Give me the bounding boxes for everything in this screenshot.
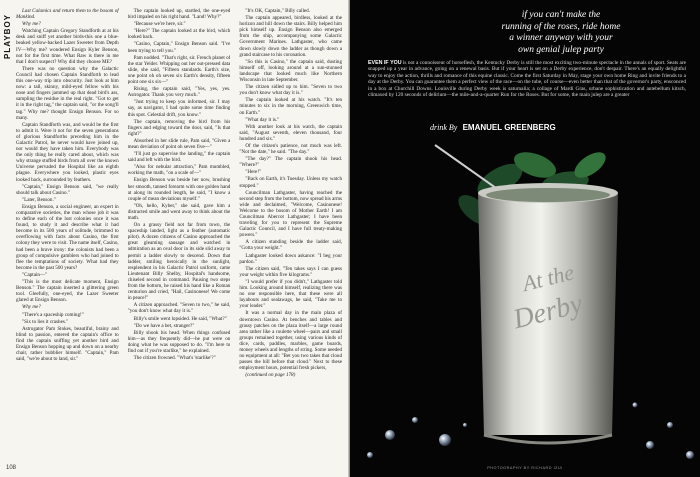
article-paragraph: The citizen frowned. "What's 'starlike'?" [133, 355, 216, 362]
article-paragraph: Last Calamics and return them to the bosom of Mankind. [16, 8, 119, 21]
article-paragraph: The captain, removing the bird from his fingers and edging toward the door, said, "Is that right?" [127, 118, 231, 137]
article-paragraph: There was no question why the Galactic Council had chosen Captain Standforth to lead this one-way trip into obscurity. Just look at him now: a tall, skinny, mild-eyed fellow with his nose and fingers jammed up that dead bird's ass, sampling the residue in the real right. "Got to get it in the right tag," the captain said, "or the song'll tag." Why me? thought Ensign Benson. For so many. [16, 65, 119, 121]
headline [446, 10, 676, 56]
article-paragraph: Ensign Benson, a social engineer, an expert in comparative societies, the man whose job it was to define each of the lost colonies once it was found, to study it and describe what it had become in its 500 years of solitude, brimmed to overflowing with facts about Casino, the first colony they were to visit. The name itself, Casino, had been a brave irony: the colonists had been a group of compulsive gamblers who had joined to flee the temptations of society. What had they become in the past 500 years? [16, 203, 119, 271]
article-paragraph: Ensign Benson was beside her now, brushing her smooth, tanned forearm with one golden hand at along its rounded length, he said, "I know a couple of mean deviations myself." [127, 177, 231, 202]
article-paragraph: The captain appeared, birdless, looked at the horizon and hill down the stairs. Billy helped him pick himself up. Ensign Benson also emerged from the ship, accompanying some Galactic Government Marines. Lathgaster, who came down slowly down the ladder as though down a grand staircase to his coronation. [239, 15, 343, 58]
article-paragraph: Astrogator Pam Stokes, beautiful, brainy and blind to passion, entered the captain's office to find the captain sniffing yet another bird and Ensign Benson hopping up and down on a nearby chair, rather bubblier himself. "Captain," Pam said, "we're about to land, sir." [16, 325, 119, 363]
headline-line: a winner anyway with your [509, 33, 613, 43]
article-paragraph: Billy's smile went lopsided. He said, "What?" [133, 315, 227, 322]
article-paragraph: "Here?" The captain looked at the bird, which looked back. [127, 28, 231, 41]
article-paragraph: "Just trying to keep you informed, sir. I may say, as navigator, I had quite some time finding this spot. Celestial drift, you know." [127, 99, 231, 118]
headline-line: running of the roses, ride home [501, 21, 621, 32]
article-paragraph: Of the citizen's patience, not much was left. "Not the date," he said. "The day." [239, 142, 343, 156]
article-paragraph: "So this is Casino," the captain said, dusting himself off, looking around at a sun-stunned landscape that looked much like Northern Wisconsin in late September. [239, 58, 343, 84]
article-paragraph: A citizen approached. "Seven to two," he said, "you don't know what day it is." [127, 302, 231, 315]
article-paragraph: "Casino, Captain," Ensign Benson said. "I've been trying to tell you." [127, 41, 231, 54]
article-paragraph: "Captain," Ensign Benson said, "we really should talk about Casino." [16, 183, 119, 196]
article-paragraph: The captain looked at his watch. "It's ten minutes to six in the morning, Greenwich time, on Earth." [239, 97, 343, 116]
article-paragraph: The citizen said, "Ten takes says I can guess your weight within five kilograms." [239, 265, 343, 278]
article-paragraph: "Oh, hello, Kyber," she said, gave him a distracted smile and went away to think about the math. [127, 202, 231, 221]
headline-line: own genial julep party [518, 44, 604, 55]
article-paragraph: Pam nodded. "That's right, sir. French planet of the star Yelder. Whipping out her out-pressed data slide, she said, "Fifteen standards. Earth's size, one point oh oh seven six Earth's density, fifteen point one six six—" [127, 54, 231, 86]
column-1 [16, 8, 119, 458]
right-page [350, 0, 700, 477]
article-paragraph: A citizen standing beside the ladder said, "Gotta your weight." [239, 239, 343, 252]
article-paragraph: "Six to lies it crashes." [22, 318, 69, 325]
article-paragraph: Rising, the captain said, "Yes, yes, yes. Astrogator. Thank you very much." [127, 86, 231, 99]
column-2 [128, 8, 231, 458]
article-paragraph: Why me? [22, 21, 41, 28]
article-paragraph: "Back on Earth, it's Tuesday. Unless my watch stopped." [239, 176, 343, 189]
photo-credit: PHOTOGRAPHY BY RICHARD IZUI [487, 466, 563, 470]
article-paragraph: "The day?" The captain shook his head. "Where?" [239, 156, 343, 169]
article-paragraph: The citizen sidled up to him. "Seven to two you don't know what day it is." [239, 84, 343, 97]
article-paragraph: Billy shook his head. When things confused him—as they frequently did—he put were on doing what he was supposed to do. "I'm here to find out if you're starlike," he explained. [127, 329, 231, 354]
article-paragraph: "Because we're here, sir." [133, 21, 186, 28]
byline-name: EMANUEL GREENBERG [462, 123, 556, 132]
article-paragraph: (continued on page 178) [245, 372, 296, 379]
article-paragraph: "Later, Benson." [22, 196, 56, 203]
article-paragraph: "Do we have a bet, stranger?" [133, 322, 195, 329]
article-paragraph: "There's a spaceship coming!" [22, 311, 84, 318]
article-paragraph: Watching Captain Gregory Standforth at at his desk and sniff yet another birds-this one a blue-beaked yellow-backed Lazer Sweeter from Depth IV—Why me? wondered Ensign Kyler Benson, not for the first time. What Raw is there in me that I don't suspect? Why did they choose ME? [16, 28, 119, 65]
article-paragraph: "I'll just go supervise the landing," the captain said and left with the bird. [127, 151, 231, 164]
cup-inscription-bottom: Derby [510, 288, 586, 336]
column-3 [239, 8, 342, 458]
article-paragraph: Councilman Lathgaster, having reached the second step from the bottom, now spread his arms wide and declaimed, "Welcome, Casinonese! Welcome to the bosom of Mother Earth! I am Councilman Abercot Lathgaster; I have been traveling for you to represent the Supreme Galactic Council, and I have full treaty-making powers." [239, 189, 343, 239]
masthead: PLAYBOY [3, 14, 12, 59]
crushed-ice [486, 188, 610, 202]
article-paragraph: "I would prefer if you didn't," Lathgaster told him. Looking around himself, realizing there was no one responsible here, that these were all layabouts and sealawags, he said, "Take me to your leader." [239, 278, 343, 310]
article-paragraph: "Captain—" [22, 271, 48, 278]
byline-prefix: drink By [430, 123, 458, 132]
article-paragraph: "It's OK, Captain," Billy called. [245, 8, 310, 14]
intro-lead-in: EVEN IF YOU [368, 60, 402, 66]
headline-line: if you can't make the [521, 10, 601, 20]
article-paragraph: "Here!" [245, 169, 262, 176]
julep-cup-photo [350, 135, 700, 465]
article-paragraph: Captain Standforth was, and would be the first to admit it. Were it not for the seven generations of glorious Standforths preceding him in the Galactic Patrol, he never would have joined up, nor would they have taken him. Everybody was the only thing he really cared about, which was why strange stuffed birds from all over the known Universe pervaded the Hospital like an eighth plague. Everywhere you looked, plastic eyes looked back, surrounded by feathers. [16, 121, 119, 183]
byline [430, 123, 556, 132]
intro-paragraph [368, 60, 686, 98]
article-columns [16, 8, 342, 458]
article-paragraph: Why me? [22, 304, 41, 311]
article-paragraph: "Also for nebular attraction," Pam mumbled, working the math, "on a scale of—" [127, 164, 231, 177]
page-number: 108 [6, 465, 17, 471]
article-paragraph: "This is the most delicate moment, Ensign Benson." The captain inserted a glittering green tool. Gleefully, one-eyed, the Lazer Sweeter glared at Ensign Benson. [16, 279, 119, 304]
article-paragraph: Absorbed in her slide rule, Pam said, "Given a mean deviation of point oh seven five—" [127, 137, 231, 150]
cup-inscription-top: At the [519, 259, 577, 297]
article-paragraph: Lathgaster looked down askance: "I beg your pardon." [239, 252, 343, 265]
article-paragraph: The captain looked up, startled, the one-eyed bird impaled on his right hand. "Land! Why?" [127, 8, 231, 21]
article-paragraph: With another look at his watch, the captain said, "August seventh, eleven thousand, four hundred and six." [239, 123, 343, 142]
article-paragraph: On a grassy field not far from town, the spaceship landed, light as a feather (automatic pilot). A dozen citizens of Casino approached the great gleaming sausage and watched in admiration as an oval door in its side slid away to permit a ladder slowly to descend. Down that ladder, smiling heroically in the sunlight, resplendent in his Galactic Patrol uniform, came Lieutenant Billy Shelby, Hospital's handsome, chiseled second in command. Pausing two steps from the bottom, he raised his hand like a Roman centurion and cried, "Hail, Casinonese! We come in peace!" [127, 222, 231, 302]
article-paragraph: It was a normal day in the main plaza of downtown Casino. At benches and tables and grassy patches on the plaza itself—a large round area rather like a roulette wheel—pairs and small groups remained together, using various kinds of dice, cards, paddles, marbles, game boards, money wheels and lengths of string. Some needed no equipment at all: "Bet you two takes that cloud passes the hill before that cloud." Next to these employment hours, potential fresh pickers, [239, 310, 343, 372]
intro-text: is not a connoisseur of horseflesh, the Kentucky Derby is still the most exciting two-minute spectacle in the annals of sport. Seats are snapped up a year in advance, going on a renewal basis. But if your heart is set on a Derby experience, don't despair. There's an equally delightful way to enjoy the action, thrills and romance of this equine classic. Come the first Saturday in May, stage your own home Ring and invite friends to a day at the Derby. You can guarantee them a perfect view of the race—on the tube, of course—even better than that of the governor's party, ensconced in a box at Churchill Downs. Louisville during Derby week is saturnalia; a collage of Mardi Gras, urbane sophistication and antebellum kitsch, climaxed by 120 seconds of delirium—the mile-and-a-quarter Run for the Roses. But for some, the main julep are a greater [368, 60, 686, 99]
article-paragraph: "What day it is." [245, 116, 280, 123]
